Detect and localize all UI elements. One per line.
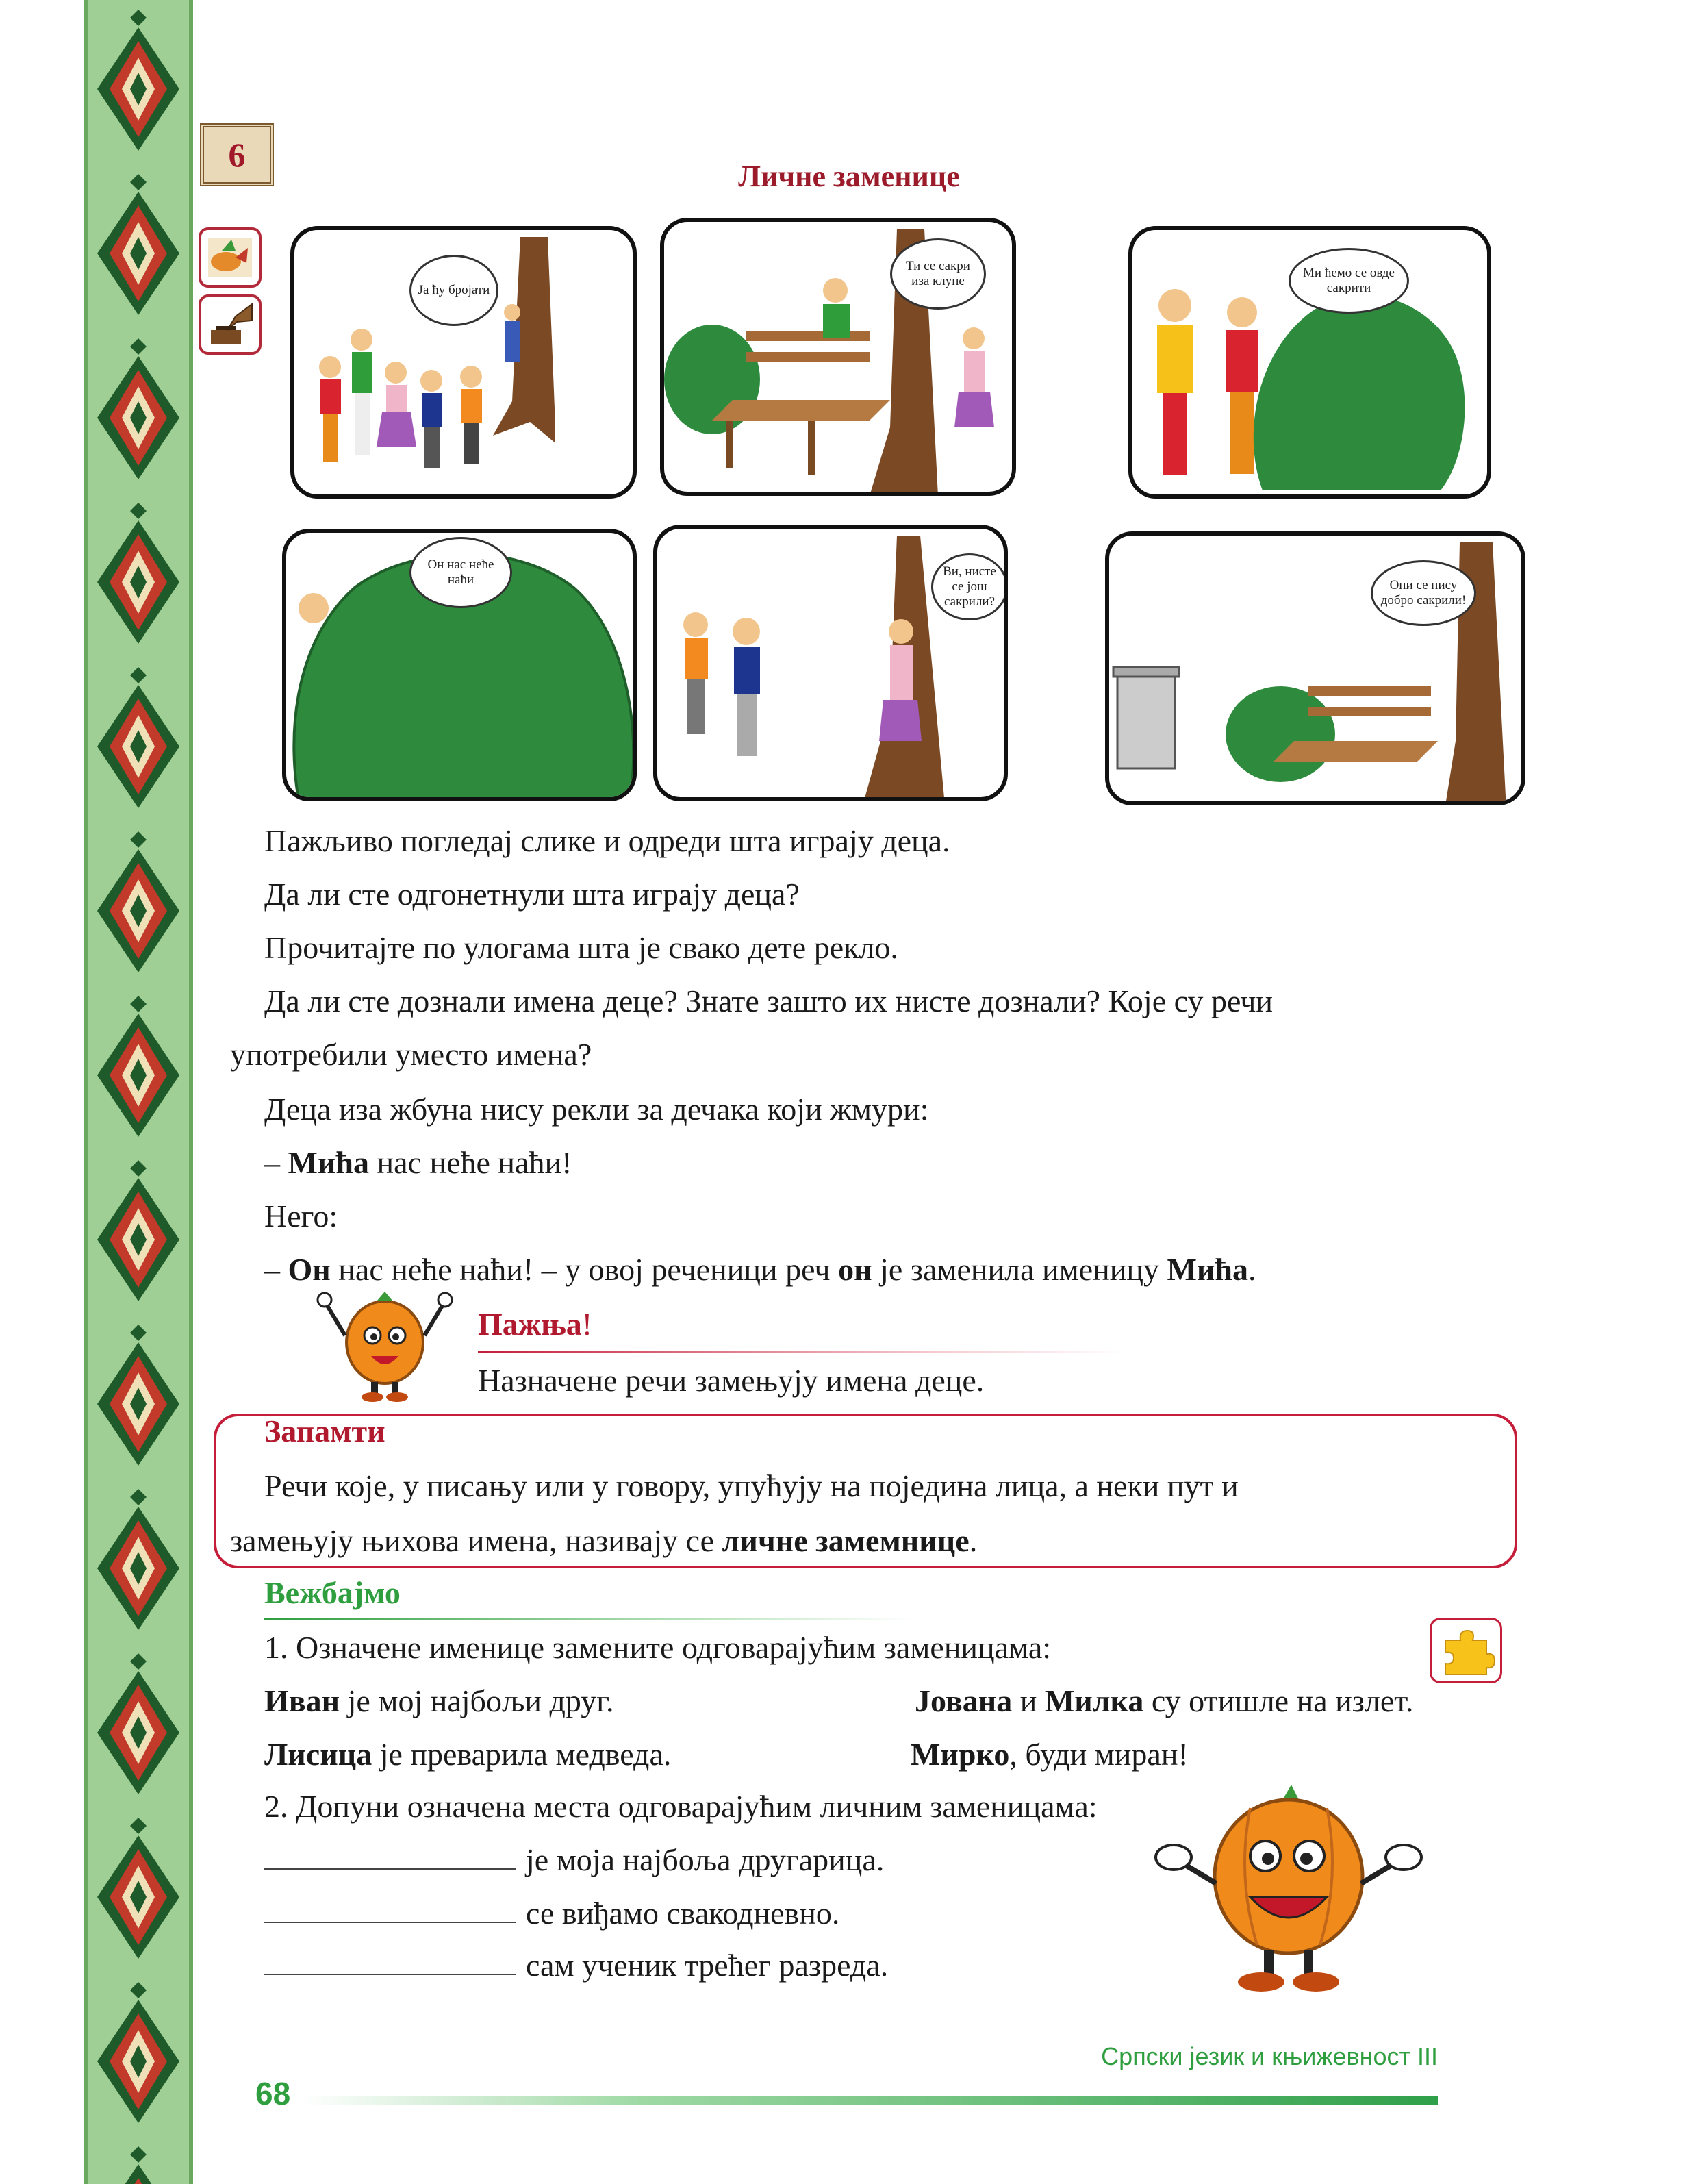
remember-heading: Запамти xyxy=(264,1414,385,1448)
sentence-3: Лисица је преварила медведа. xyxy=(264,1737,672,1772)
pumpkin-mascot-large xyxy=(1148,1781,1428,2000)
speech-bubble-6: Они се нису добро сакрили! xyxy=(1371,560,1476,626)
gramophone-icon[interactable] xyxy=(199,294,262,355)
exercise-underline xyxy=(264,1618,915,1620)
fill-blank-2[interactable] xyxy=(264,1922,516,1923)
speech-bubble-2: Ти се сакри иза клупе xyxy=(890,238,986,310)
text-line-9: – Он нас неће наћи! – у овој реченици реч он је заменила именицу Мића. xyxy=(264,1252,1256,1287)
comic-panel-4 xyxy=(282,529,637,801)
comic-panel-1 xyxy=(290,226,637,499)
remember-line-1: Речи које, у писању или у говору, упућују на поједина лица, а неки пут и xyxy=(264,1468,1239,1503)
remember-line-2: замењују њихова имена, називају се личне замемнице. xyxy=(230,1523,978,1558)
puzzle-icon[interactable] xyxy=(1430,1618,1502,1683)
comic-panel-3 xyxy=(1128,226,1491,499)
text-line-8: Него: xyxy=(264,1198,338,1233)
text-line-2: Да ли сте одгонетнули шта играју деца? xyxy=(264,877,800,912)
text-line-6: Деца иза жбуна нису рекли за дечака који жмури: xyxy=(264,1092,929,1127)
picture-icon[interactable] xyxy=(199,227,262,288)
text-line-7: – Мића нас неће наћи! xyxy=(264,1145,572,1180)
comic-panel-2 xyxy=(660,218,1016,496)
fill-text-1: је моја најбоља другарица. xyxy=(526,1842,885,1877)
sentence-2: Јована и Милка су отишле на излет. xyxy=(915,1683,1414,1718)
speech-bubble-5: Ви, нисте се још сакрили? xyxy=(931,553,1008,620)
attention-underline xyxy=(478,1351,1128,1353)
attention-heading: Пажња! xyxy=(478,1307,593,1342)
fill-blank-3[interactable] xyxy=(264,1974,516,1975)
text-line-4: Да ли сте дознали имена деце? Знате зашто их нисте дознали? Које су речи xyxy=(264,983,1273,1018)
decorative-border xyxy=(84,0,193,2184)
comic-panel-5 xyxy=(653,525,1008,801)
text-line-5: употребили уместо имена? xyxy=(230,1037,592,1072)
speech-bubble-3: Ми ћемо се овде сакрити xyxy=(1289,248,1409,314)
exercise-heading: Вежбајмо xyxy=(264,1575,401,1610)
lesson-number: 6 xyxy=(228,136,246,174)
attention-text: Назначене речи замењују имена деце. xyxy=(478,1363,985,1398)
footer-line xyxy=(301,2096,1438,2105)
comic-panel-6 xyxy=(1105,531,1525,805)
task-2: 2. Допуни означена места одговарајућим личним заменицама: xyxy=(264,1789,1098,1824)
sentence-4: Мирко, буди миран! xyxy=(911,1737,1189,1772)
sentence-1: Иван је мој најбољи друг. xyxy=(264,1683,614,1718)
speech-bubble-4: Он нас неће наћи xyxy=(409,537,512,608)
text-line-3: Прочитајте по улогама шта је свако дете рекло. xyxy=(264,930,898,965)
pumpkin-mascot-small xyxy=(316,1288,453,1404)
task-1: 1. Означене именице замените одговарајућим заменицама: xyxy=(264,1630,1052,1665)
book-title: Српски језик и књижевност III xyxy=(1101,2042,1438,2070)
fill-blank-1[interactable] xyxy=(264,1868,516,1870)
speech-bubble-1: Ја ћу бројати xyxy=(409,255,498,326)
fill-text-3: сам ученик трећег разреда. xyxy=(526,1948,889,1983)
page-title: Личне заменице xyxy=(738,160,960,193)
page-number: 68 xyxy=(255,2076,291,2111)
children-group xyxy=(319,304,520,468)
text-line-1: Пажљиво погледај слике и одреди шта играју деца. xyxy=(264,823,950,858)
fill-text-2: се виђамо свакодневно. xyxy=(526,1896,840,1931)
